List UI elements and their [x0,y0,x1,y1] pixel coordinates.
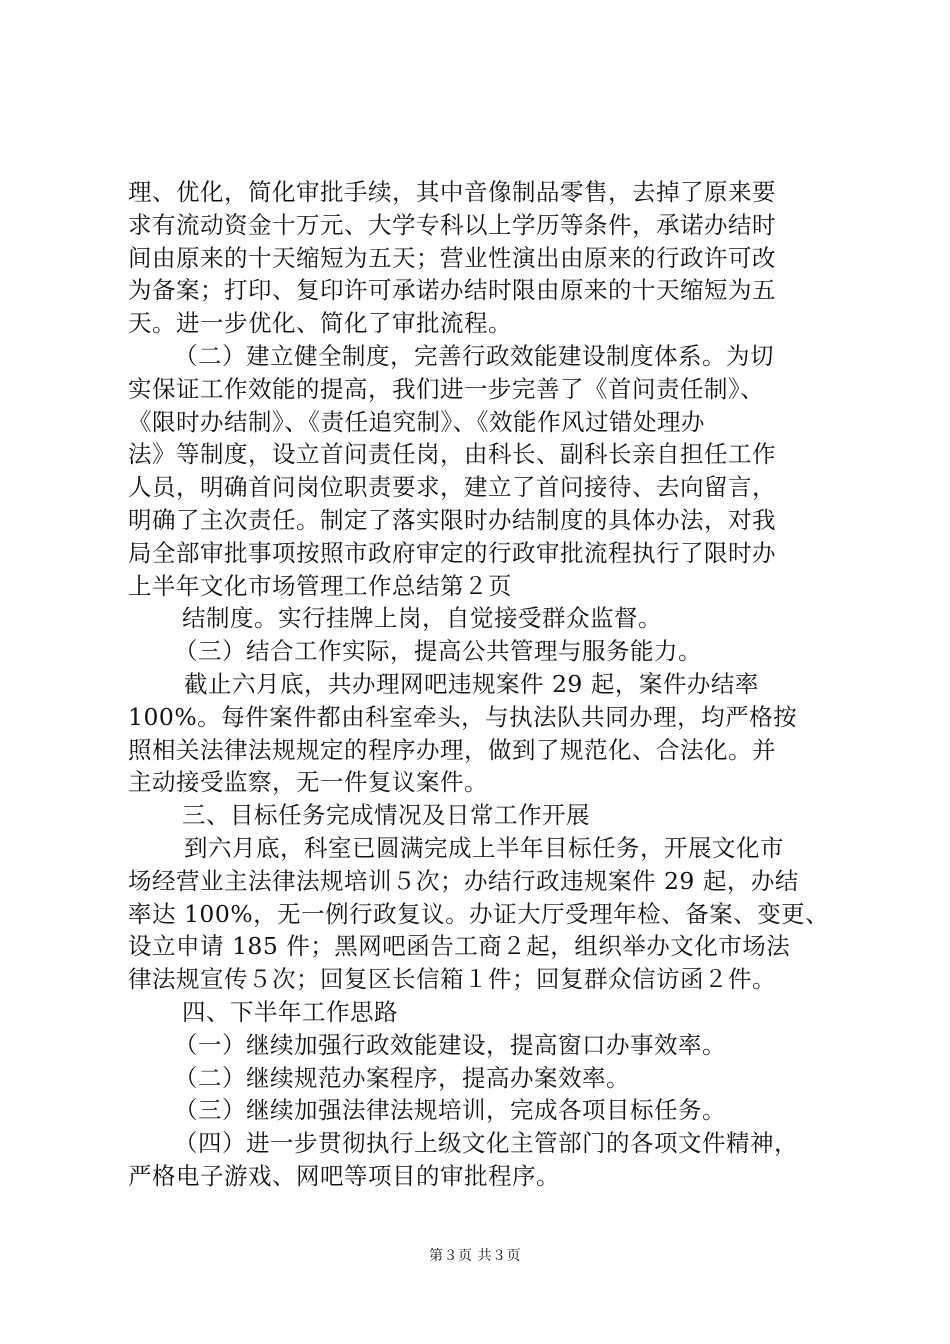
body-line: 率达 100%，无一例行政复议。办证大厅受理年检、备案、变更、 [128,899,830,928]
body-line: 局全部审批事项按照市政府审定的行政审批流程执行了限时办 [128,538,776,567]
page-break-title: 上半年文化市场管理工作总结第２页 [128,571,512,600]
body-line: 法》等制度，设立首问责任岗，由科长、副科长亲自担任工作 [128,440,776,469]
section-heading: 三、目标任务完成情况及日常工作开展 [182,801,590,830]
body-line: 间由原来的十天缩短为五天；营业性演出由原来的行政许可改 [128,243,776,272]
list-item: （二）继续规范办案程序，提高办案效率。 [174,1063,630,1092]
body-line: 到六月底，科室已圆满完成上半年目标任务，开展文化市 [184,833,784,862]
body-line: 设立申请 185 件；黑网吧函告工商２起，组织举办文化市场法 [128,932,791,961]
list-item: （一）继续加强行政效能建设，提高窗口办事效率。 [174,1030,726,1059]
list-item: （四）进一步贯彻执行上级文化主管部门的各项文件精神， [174,1129,798,1158]
body-line: 《限时办结制》、《责任追究制》、《效能作风过错处理办 [128,407,705,436]
body-line: 照相关法律法规规定的程序办理，做到了规范化、合法化。并 [128,735,776,764]
body-line: 场经营业主法律法规培训５次；办结行政违规案件 29 起，办结 [128,866,799,895]
body-line: 100%。每件案件都由科室牵头，与执法队共同办理，均严格按 [128,702,798,731]
page-footer: 第３页 共３页 [429,1248,521,1264]
body-line: 为备案；打印、复印许可承诺办结时限由原来的十天缩短为五 [128,276,776,305]
body-line: 理、优化，简化审批手续，其中音像制品零售，去掉了原来要 [128,178,776,206]
document-body [128,176,828,1193]
body-line: 明确了主次责任。制定了落实限时办结制度的具体办法，对我 [128,505,776,534]
body-line: 人员，明确首问岗位职责要求，建立了首问接待、去向留言， [128,473,776,502]
body-line: 截止六月底，共办理网吧违规案件 29 起，案件办结率 [184,669,759,698]
section-heading: （二）建立健全制度，完善行政效能建设制度体系。为切 [174,341,774,370]
body-line: 严格电子游戏、网吧等项目的审批程序。 [128,1161,560,1190]
body-line: 求有流动资金十万元、大学专科以上学历等条件，承诺办结时 [128,210,776,239]
section-heading: （三）结合工作实际，提高公共管理与服务能力。 [174,637,702,666]
body-line: 主动接受监察，无一件复议案件。 [128,768,488,797]
body-line: 天。进一步优化、简化了审批流程。 [128,309,512,338]
list-item: （三）继续加强法律法规培训，完成各项目标任务。 [174,1096,726,1125]
body-line: 实保证工作效能的提高，我们进一步完善了《首问责任制》、 [128,374,765,403]
section-heading: 四、下半年工作思路 [182,997,398,1026]
body-line: 结制度。实行挂牌上岗，自觉接受群众监督。 [182,604,662,633]
body-line: 律法规宣传５次；回复区长信箱１件；回复群众信访函２件。 [128,965,776,994]
